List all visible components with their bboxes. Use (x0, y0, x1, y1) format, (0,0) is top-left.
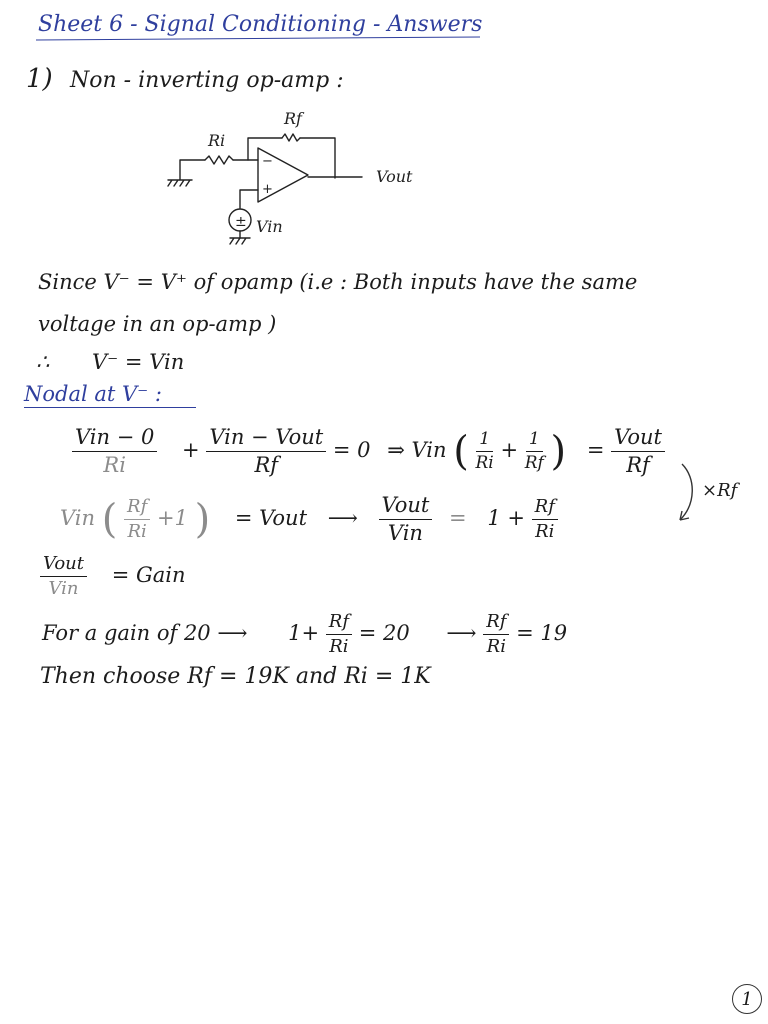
since-line-1: Since V⁻ = V⁺ of opamp (i.e : Both inputs have the same (38, 270, 638, 294)
equation-4 (42, 612, 567, 657)
vin-label: Vin (256, 217, 283, 236)
title-underline (36, 36, 480, 40)
eq1-plus: + (182, 438, 200, 463)
rf-label: Rf (284, 109, 302, 128)
term2-fraction: $\frac{\text{Vin − Vout}}{Rf}$ (206, 426, 326, 477)
equation-3 (40, 554, 186, 599)
noninverting-wire (240, 190, 258, 208)
multiply-by-rf: ×Rf (702, 480, 738, 501)
question-number: 1) (26, 64, 53, 94)
ri-label: Ri (208, 131, 226, 150)
therefore-text: V⁻ = Vin (92, 350, 185, 374)
vout-label: Vout (376, 167, 413, 186)
term1-fraction: $\frac{\text{Vin − 0}}{Ri}$ (72, 426, 157, 477)
eq4-rf-over-ri: $\frac{Rf}{Ri}$ (326, 612, 352, 657)
equation-1: $\frac{\text{Vin − 0}}{Ri}$ + $\frac{\text{Vin − Vout}}{Rf}$ = 0 ⇒ Vin ( $\frac{1}{Ri}$ + $\frac{1}{Rf}$ ) = $\frac{\text{Vout}}{Rf}$ (72, 426, 665, 477)
eq4-one-plus: 1+ (288, 620, 320, 645)
eq1-equals: = (586, 438, 605, 463)
one-over-rf: $\frac{1}{Rf}$ (524, 429, 544, 474)
plus-input-label: + (262, 182, 273, 197)
eq4-for-gain-text: For a gain of 20 ⟶ (42, 620, 248, 645)
equation-2: Vin ( $\frac{Rf}{Ri}$ +1 ) = Vout ⟶ $\frac{\text{Vout}}{\text{Vin}}$ = 1 + $\frac{Rf}{Ri}$ (60, 494, 558, 545)
eq2-arrow: ⟶ (327, 506, 358, 531)
eq4-rf-over-ri-2: $\frac{Rf}{Ri}$ (483, 612, 509, 657)
source-ground-symbol (230, 238, 250, 244)
eq3-equals-gain: = Gain (111, 562, 186, 587)
feedback-wire-right (300, 138, 335, 178)
eq1-implies: ⇒ Vin (387, 438, 447, 463)
rf-resistor (282, 134, 300, 141)
eq2-equals-vout: = Vout (234, 506, 308, 531)
op-amp-circuit-diagram (150, 100, 450, 260)
source-polarity-label: ± (235, 214, 247, 230)
input-wire (180, 160, 205, 180)
nodal-heading: Nodal at V⁻ : (24, 382, 163, 406)
eq1-equals-zero: = 0 (332, 438, 371, 463)
minus-input-label: − (262, 154, 273, 169)
ri-resistor (205, 156, 233, 164)
conclusion-line: Then choose Rf = 19K and Ri = 1K (40, 664, 431, 689)
question-heading: Non - inverting op-amp : (70, 68, 344, 93)
nodal-underline (24, 407, 196, 408)
left-ground-symbol (168, 180, 192, 186)
rf-over-ri-grey: $\frac{Rf}{Ri}$ (124, 497, 150, 542)
eq4-equals-20: = 20 (358, 620, 410, 645)
eq4-arrow: ⟶ (446, 620, 477, 645)
vout-over-vin: $\frac{\text{Vout}}{\text{Vin}}$ (379, 494, 433, 545)
multiply-arrow (672, 462, 702, 526)
page-number: 1 (732, 984, 762, 1014)
page-title: Sheet 6 - Signal Conditioning - Answers (38, 12, 483, 37)
gain-fraction: $\frac{\text{Vout}}{\text{Vin}}$ (40, 554, 87, 599)
eq2-equals: = (449, 506, 467, 531)
eq4-equals-19: = 19 (516, 620, 568, 645)
eq2-vin: Vin (60, 506, 96, 531)
vout-over-rf: $\frac{\text{Vout}}{Rf}$ (611, 426, 665, 477)
since-line-2: voltage in an op-amp ) (38, 312, 277, 336)
eq2-plus-one: +1 (156, 506, 188, 531)
eq2-one-plus: 1 + (487, 506, 525, 531)
therefore-symbol: ∴ (36, 350, 50, 374)
rf-over-ri: $\frac{Rf}{Ri}$ (532, 497, 558, 542)
one-over-ri: $\frac{1}{Ri}$ (475, 429, 494, 474)
